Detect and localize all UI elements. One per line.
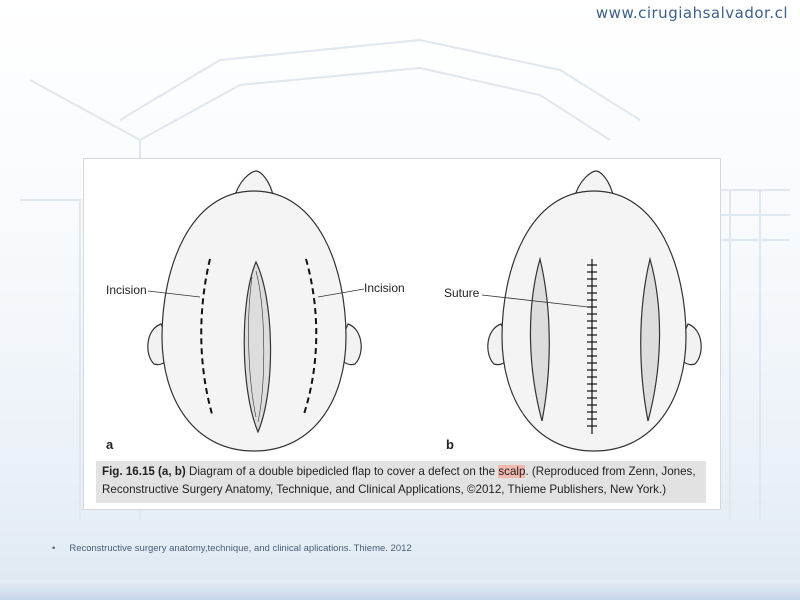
caption-highlight: scalp — [498, 465, 526, 478]
panel-b-head — [488, 171, 701, 451]
panel-letter-b: b — [446, 437, 454, 452]
figure — [83, 158, 721, 510]
figure-number: Fig. 16.15 (a, b) — [102, 465, 186, 478]
panel-a-head — [148, 171, 361, 451]
panel-letter-a: a — [106, 437, 114, 452]
footnote-text: Reconstructive surgery anatomy,technique, and clinical aplications. Thieme. 2012 — [69, 543, 412, 554]
bottom-band — [0, 580, 800, 600]
scalp-flap-diagram — [84, 159, 720, 459]
caption-text-after: . (Reproduced from Zenn, Jones, Reconstructive Surgery Anatomy, Technique, and Clinical Applications, ©2012, Thieme Publishers, New York.) — [102, 465, 696, 496]
suture-label: Suture — [444, 286, 480, 300]
figure-caption — [96, 461, 706, 503]
footnote-bullet: • — [52, 543, 56, 554]
footnote — [52, 543, 412, 554]
incision-label-left: Incision — [106, 283, 147, 297]
incision-label-right: Incision — [364, 281, 405, 295]
site-url: www.cirugiahsalvador.cl — [595, 4, 788, 22]
caption-text-before: Diagram of a double bipedicled flap to cover a defect on the — [185, 465, 499, 478]
